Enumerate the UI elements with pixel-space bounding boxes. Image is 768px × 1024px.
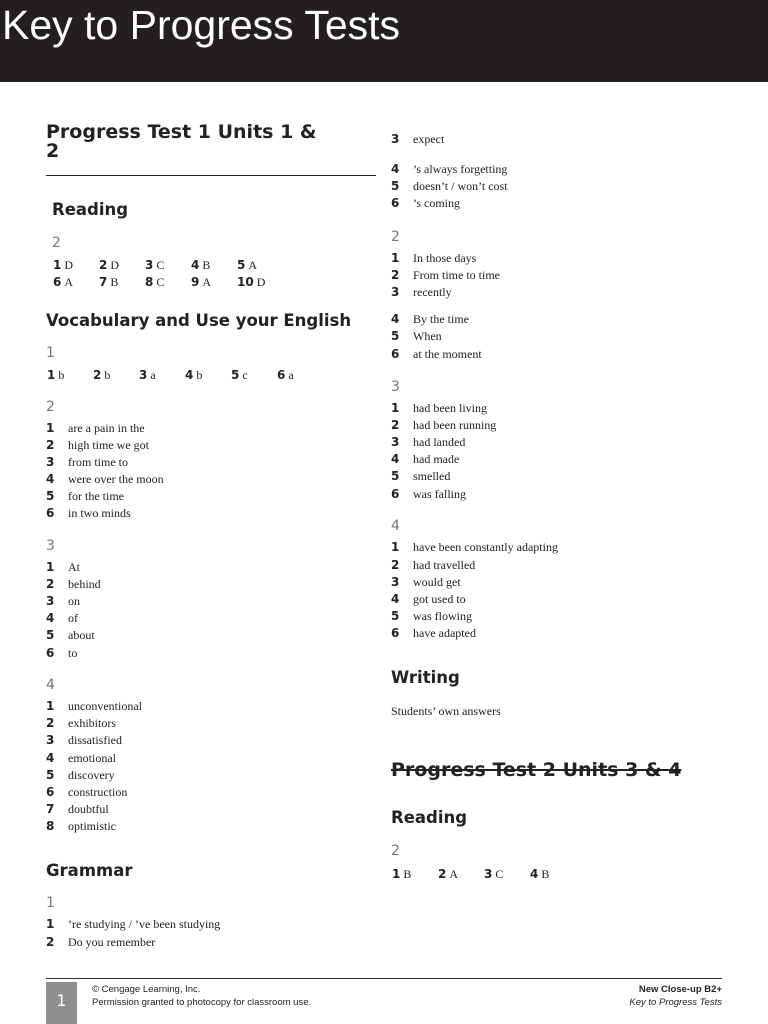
- test1-writing-text: Students’ own answers: [391, 704, 501, 718]
- answer-text: emotional: [68, 751, 116, 765]
- test1-writing-heading: Writing: [391, 668, 460, 687]
- test1-grammar-ex1-number: 1: [46, 895, 55, 911]
- answer-text: C: [156, 258, 165, 272]
- footer-permission: Permission granted to photocopy for classroom use.: [92, 997, 312, 1008]
- answer-text: A: [449, 867, 459, 881]
- answer-text: high time we got: [68, 438, 149, 452]
- answer-text: B: [202, 258, 211, 272]
- answer-number: 5: [46, 628, 55, 642]
- answer-number: 1: [391, 251, 400, 265]
- answer-number: 4: [391, 312, 400, 326]
- answer-text: had been living: [413, 401, 487, 415]
- answer-number: 5: [237, 258, 246, 272]
- answer-item: [53, 256, 99, 274]
- answer-text: dissatisfied: [68, 733, 122, 747]
- answer-number: 4: [530, 867, 539, 881]
- answer-text: ’s always forgetting: [413, 162, 508, 176]
- answer-text: on: [68, 594, 80, 608]
- answer-number: 3: [139, 368, 148, 382]
- page-number: 1: [56, 991, 67, 1010]
- answer-number: 4: [46, 611, 55, 625]
- answer-text: ’s coming: [413, 196, 460, 210]
- test1-title-rule: [46, 175, 376, 176]
- test1-reading-answers-row1: [53, 256, 283, 274]
- answer-number: 3: [391, 285, 400, 299]
- answer-number: 5: [391, 329, 400, 343]
- answer-number: 5: [391, 609, 400, 623]
- answer-text: B: [541, 867, 550, 881]
- answer-number: 4: [391, 452, 400, 466]
- page-header-bar: [0, 0, 768, 82]
- answer-number: 3: [46, 455, 55, 469]
- answer-number: 3: [46, 594, 55, 608]
- answer-text: b: [104, 368, 111, 382]
- answer-number: 6: [46, 785, 55, 799]
- answer-text: b: [196, 368, 203, 382]
- answer-number: 6: [391, 626, 400, 640]
- answer-number: 2: [46, 577, 55, 591]
- answer-text: At: [68, 560, 80, 574]
- answer-number: 2: [93, 368, 102, 382]
- answer-item: [145, 256, 191, 274]
- answer-item: [392, 865, 438, 883]
- answer-number: 1: [47, 368, 56, 382]
- answer-text: optimistic: [68, 819, 116, 833]
- answer-text: ’re studying / ’ve been studying: [68, 917, 221, 931]
- answer-text: C: [495, 867, 504, 881]
- answer-number: 2: [46, 935, 55, 949]
- answer-number: 4: [46, 472, 55, 486]
- answer-number: 1: [46, 560, 55, 574]
- answer-text: have been constantly adapting: [413, 540, 558, 554]
- answer-item: [438, 865, 484, 883]
- answer-number: 1: [391, 540, 400, 554]
- test1-vocab-ex3-number: 3: [46, 538, 55, 554]
- answer-item: [53, 273, 99, 291]
- answer-number: 3: [391, 435, 400, 449]
- test1-vocab-ex1-number: 1: [46, 345, 55, 361]
- answer-number: 1: [391, 401, 400, 415]
- answer-item: [277, 366, 323, 384]
- answer-text: D: [110, 258, 120, 272]
- test1-vocab-ex1-answers: [47, 366, 323, 384]
- answer-number: 9: [191, 275, 200, 289]
- answer-text: was falling: [413, 487, 466, 501]
- answer-number: 6: [46, 506, 55, 520]
- answer-item: [237, 256, 283, 274]
- answer-text: D: [64, 258, 74, 272]
- answer-number: 1: [46, 699, 55, 713]
- answer-text: From time to time: [413, 268, 500, 282]
- page-header-title: Key to Progress Tests: [2, 2, 401, 48]
- answer-text: In those days: [413, 251, 477, 265]
- answer-text: at the moment: [413, 347, 482, 361]
- answer-text: got used to: [413, 592, 466, 606]
- answer-number: 4: [391, 162, 400, 176]
- answer-number: 3: [391, 132, 400, 146]
- answer-number: 3: [46, 733, 55, 747]
- answer-number: 5: [231, 368, 240, 382]
- answer-item: [139, 366, 185, 384]
- answer-number: 6: [391, 196, 400, 210]
- test1-reading-heading: Reading: [52, 200, 129, 219]
- answer-text: construction: [68, 785, 128, 799]
- answer-text: recently: [413, 285, 452, 299]
- test1-vocab-ex2-number: 2: [46, 399, 55, 415]
- answer-number: 1: [46, 917, 55, 931]
- answer-text: doubtful: [68, 802, 109, 816]
- answer-number: 4: [185, 368, 194, 382]
- test2-reading-heading: Reading: [391, 808, 468, 827]
- answer-text: B: [403, 867, 412, 881]
- answer-text: A: [202, 275, 212, 289]
- test1-grammar-heading: Grammar: [46, 861, 133, 880]
- answer-text: would get: [413, 575, 461, 589]
- test1-grammar-ex4-number: 4: [391, 518, 400, 534]
- answer-number: 8: [46, 819, 55, 833]
- answer-number: 6: [46, 646, 55, 660]
- answer-item: [231, 366, 277, 384]
- answer-text: had landed: [413, 435, 466, 449]
- answer-number: 5: [46, 489, 55, 503]
- answer-text: for the time: [68, 489, 124, 503]
- answer-item: [99, 273, 145, 291]
- test2-reading-ex2-number: 2: [391, 843, 400, 859]
- answer-item: [185, 366, 231, 384]
- answer-text: in two minds: [68, 506, 131, 520]
- answer-number: 3: [145, 258, 154, 272]
- answer-text: a: [288, 368, 294, 382]
- answer-item: [145, 273, 191, 291]
- answer-text: doesn’t / won’t cost: [413, 179, 508, 193]
- answer-text: When: [413, 329, 442, 343]
- answer-number: 5: [391, 179, 400, 193]
- answer-item: [93, 366, 139, 384]
- answer-text: had made: [413, 452, 460, 466]
- test1-vocab-ex4-number: 4: [46, 677, 55, 693]
- answer-number: 4: [46, 751, 55, 765]
- answer-item: [530, 865, 576, 883]
- answer-item: [237, 273, 283, 291]
- answer-text: b: [58, 368, 65, 382]
- answer-text: unconventional: [68, 699, 142, 713]
- answer-text: of: [68, 611, 78, 625]
- answer-text: Do you remember: [68, 935, 156, 949]
- answer-text: had travelled: [413, 558, 476, 572]
- test2-reading-answers: [392, 865, 576, 883]
- answer-number: 2: [46, 438, 55, 452]
- test1-title-line1: Progress Test 1 Units 1 &: [46, 121, 317, 143]
- answer-number: 5: [46, 768, 55, 782]
- answer-number: 6: [391, 487, 400, 501]
- answer-text: behind: [68, 577, 101, 591]
- answer-text: a: [150, 368, 156, 382]
- page-number-box: [46, 982, 77, 1024]
- answer-text: from time to: [68, 455, 128, 469]
- answer-item: [484, 865, 530, 883]
- answer-number: 2: [438, 867, 447, 881]
- answer-text: C: [156, 275, 165, 289]
- test1-reading-ex2-number: 2: [52, 235, 61, 251]
- test1-title-line2: 2: [46, 140, 60, 162]
- footer-rule: [46, 978, 722, 979]
- answer-number: 6: [391, 347, 400, 361]
- answer-text: B: [110, 275, 119, 289]
- answer-text: are a pain in the: [68, 421, 145, 435]
- footer-section: Key to Progress Tests: [629, 997, 722, 1008]
- answer-number: 10: [237, 275, 254, 289]
- answer-number: 1: [46, 421, 55, 435]
- test1-vocab-heading: Vocabulary and Use your English: [46, 311, 352, 330]
- answer-number: 5: [391, 469, 400, 483]
- footer-copyright: © Cengage Learning, Inc.: [92, 984, 201, 995]
- answer-text: smelled: [413, 469, 451, 483]
- answer-text: c: [242, 368, 248, 382]
- answer-text: A: [64, 275, 74, 289]
- answer-item: [191, 273, 237, 291]
- answer-text: about: [68, 628, 95, 642]
- answer-number: 4: [191, 258, 200, 272]
- answer-number: 1: [392, 867, 401, 881]
- answer-text: expect: [413, 132, 445, 146]
- answer-number: 4: [391, 592, 400, 606]
- answer-number: 3: [391, 575, 400, 589]
- answer-number: 6: [277, 368, 286, 382]
- answer-text: exhibitors: [68, 716, 116, 730]
- answer-number: 1: [53, 258, 62, 272]
- answer-number: 2: [46, 716, 55, 730]
- answer-number: 2: [391, 268, 400, 282]
- test1-grammar-ex2-number: 2: [391, 229, 400, 245]
- answer-text: was flowing: [413, 609, 472, 623]
- answer-item: [47, 366, 93, 384]
- answer-number: 2: [99, 258, 108, 272]
- answer-number: 8: [145, 275, 154, 289]
- answer-text: were over the moon: [68, 472, 164, 486]
- answer-item: [99, 256, 145, 274]
- answer-number: 2: [391, 418, 400, 432]
- test1-grammar-ex3-number: 3: [391, 379, 400, 395]
- answer-text: to: [68, 646, 78, 660]
- answer-text: have adapted: [413, 626, 476, 640]
- answer-number: 7: [99, 275, 108, 289]
- answer-text: By the time: [413, 312, 469, 326]
- test1-reading-answers-row2: [53, 273, 283, 291]
- answer-number: 6: [53, 275, 62, 289]
- answer-number: 3: [484, 867, 493, 881]
- answer-number: 2: [391, 558, 400, 572]
- answer-text: discovery: [68, 768, 115, 782]
- footer-book-title: New Close-up B2+: [638, 984, 722, 995]
- answer-text: A: [248, 258, 258, 272]
- answer-text: had been running: [413, 418, 497, 432]
- answer-item: [191, 256, 237, 274]
- answer-text: D: [256, 275, 266, 289]
- test2-title: Progress Test 2 Units 3 & 4: [391, 759, 682, 781]
- answer-number: 7: [46, 802, 55, 816]
